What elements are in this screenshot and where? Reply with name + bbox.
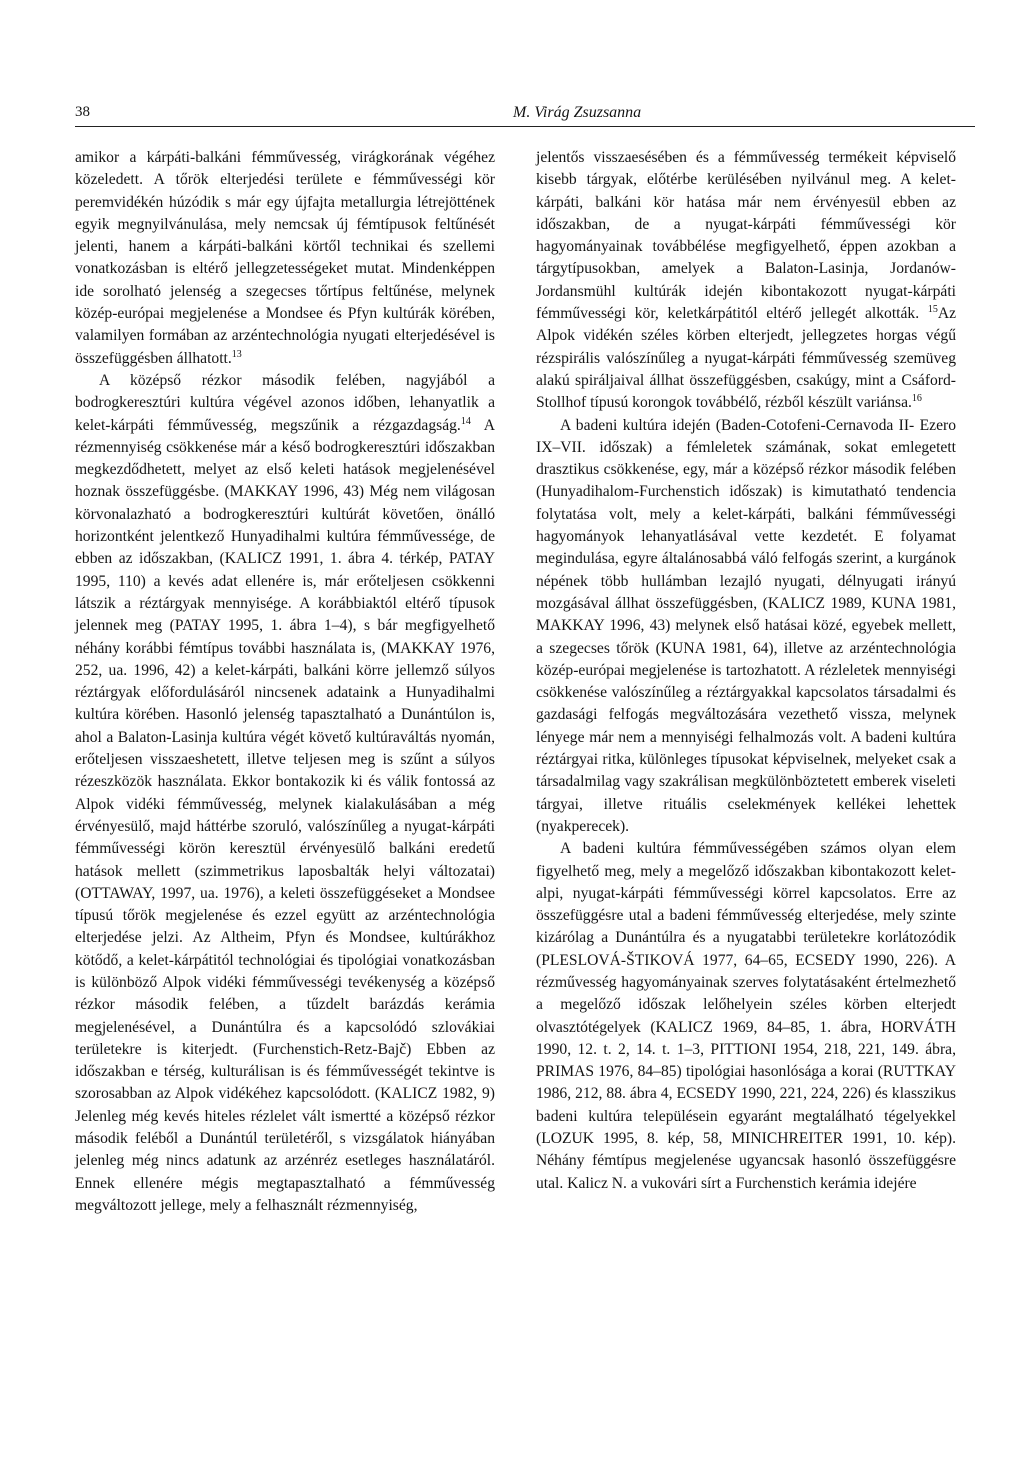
- paragraph: A badeni kultúra fémművességében számos olyan elem figyelhető meg, mely a megelőző időszakban kibontakozott kelet-alpi, nyugat-kárpáti fémművességi körrel kapcsolatos. Erre az összefüggésre utal a badeni fémművesség elterjedése, mely szinte kizárólag a Dunántúlra és a nyugatabbi területekre korlátozódik (PLESLOVÁ-ŠTIKOVÁ 1977, 64–65, ECSEDY 1990, 226). A rézművesség hagyományainak szerves folytatásaként értelmezhető a megelőző időszak lelőhelyein széles körben elterjedt olvasztótégelyek (KALICZ 1969, 84–85, 1. ábra, HORVÁTH 1990, 12. t. 2, 14. t. 1–3, PITTIONI 1954, 218, 221, 149. ábra, PRIMAS 1976, 84–85) tipológiai hasonlósága a korai (RUTTKAY 1986, 212, 88. ábra 4, ECSEDY 1990, 221, 224, 226) és klasszikus badeni kultúra településein egyaránt megtalálható tégelyekkel (LOZUK 1995, 8. kép, 58, MINICHREITER 1991, 10. kép). Néhány fémtípus megjelenése ugyancsak hasonló összefüggésre utal. Kalicz N. a vukovári sírt a Furchenstich kerámia idejére: [536, 840, 956, 1192]
- paragraph: A badeni kultúra idején (Baden-Cotofeni-Cernavoda II- Ezero IX–VII. időszak) a fémleletek számának, sokat emlegetett drasztikus csökkenése, egy, már a középső rézkor második felében (Hunyadihalom-Furchenstich időszak) is kimutatható tendencia folytatása volt, mely a kelet-kárpáti, balkáni fémművességi hagyományok lehanyatlásával vette kezdetét. E folyamat megindulása, egyre általánosabbá váló felfogás szerint, a kurgánok népének több hullámban lezajló nyugati, délnyugati irányú mozgásával állhat összefüggésben, (KALICZ 1989, KUNA 1981, MAKKAY 1996, 43) melynek első hatásai közé, egyebek mellett, a szegecses tőrök (KUNA 1981, 64), illetve az arzéntechnológia közép-európai megjelenése is tartozhatott. A rézleletek mennyiségi csökkenése valószínűleg a réztárgyakkal kapcsolatos társadalmi és gazdasági felfogás megváltozására vezethető vissza, melynek lényege már nem a mennyiségi felhalmozás volt. A badeni kultúra réztárgyai ritka, különleges típusokat képviselnek, melyeket csak a társadalmilag vagy szakrálisan megkülönböztetett emberek viseleti tárgyai, illetve rituális cselekmények kellékei lehettek (nyakperecek).: [536, 416, 956, 835]
- footnote-ref: 16: [911, 393, 922, 405]
- left-column: [75, 147, 495, 1217]
- paragraph: [75, 370, 495, 1217]
- footnote-ref: 14: [460, 415, 471, 427]
- paragraph: [75, 147, 495, 370]
- paragraph-text: amikor a kárpáti-balkáni fémművesség, virágkorának végéhez közeledett. A tőrök elterjedési területe e fémművességi kör peremvidékén húzódik s már egy újfajta metallurgia létrejöttének egyik megnyilvánulása, mely nemcsak új fémtípusok feltűnését jelenti, hanem a kárpáti-balkáni körtől technikai és szellemi vonatkozásban is eltérő jellegzetességeket mutat. Mindenképpen ide sorolható jelenség a szegecses tőrtípus feltűnése, melynek közép-európai megjelenése a Mondsee és Pfyn kultúrák körében, valamilyen formában az arzéntechnológia nyugati elterjedésével is összefüggésben állhatott.: [75, 149, 495, 367]
- running-header: [75, 100, 975, 127]
- right-column: [536, 147, 956, 1195]
- paragraph: [536, 147, 956, 415]
- footnote-ref: 13: [231, 348, 242, 360]
- footnote-ref: 15: [927, 303, 938, 315]
- paragraph-text: Az Alpok vidékén széles körben elterjedt, jellegzetes horgas végű rézspirális valószínűleg a nyugat-kárpáti fémművesség szemüveg alakú spiráljaival állhat összefüggésben, csakúgy, mint a Csáford-Stollhof típusú korongok továbbélő, rézből készült variánsa.: [536, 305, 956, 412]
- paragraph-text: A középső rézkor második felében, nagyjából a bodrogkeresztúri kultúra végével azonos időben, lehanyatlik a kelet-kárpáti fémművesség, megszűnik a rézgazdagság.: [75, 371, 495, 434]
- page-number: 38: [75, 104, 90, 120]
- paragraph-text: jelentős visszaesésében és a fémművesség termékeit képviselő kisebb tárgyak, előtérbe kerülésében nyilvánul meg. A kelet-kárpáti, balkáni kör hatása már nem érvényesül ebben az időszakban, de a nyugat-kárpáti fémművességi kör hagyományainak továbbélése megfigyelhető, éppen azokban a tárgytípusokban, amelyek a Balaton-Lasinja, Jordanów-Jordansmühl kultúrák idején kibontakozott nyugat-kárpáti fémművességi kör, keletkárpátitól eltérő jellegét alkották.: [536, 149, 956, 323]
- running-head-author: M. Virág Zsuzsanna: [513, 104, 642, 121]
- paragraph-text: A rézmennyiség csökkenése már a késő bodrogkeresztúri időszakban megkezdődhetett, melyet az első keleti hatások megjelenésével hoznak összefüggésbe. (MAKKAY 1996, 43) Még nem világosan körvonalazható a bodrogkeresztúri kultúrát követően, önálló horizontként jelentkező Hunyadihalmi kultúra fémművessége, de ebben az időszakban, (KALICZ 1991, 1. ábra 4. térkép, PATAY 1995, 110) a kevés adat ellenére is, már erőteljesen csökkenni látszik a réztárgyak mennyisége. A korábbiaktól eltérő típusok jelennek meg (PATAY 1995, 1. ábra 1–4), s bár megfigyelhető néhány korábbi fémtípus további használata is, (MAKKAY 1976, 252, ua. 1996, 42) a kelet-kárpáti, balkáni körre jellemző súlyos réztárgyak előfordulásáról nincsenek adataink a Hunyadihalmi kultúra körében. Hasonló jelenség tapasztalható a Dunántúlon is, ahol a Balaton-Lasinja kultúra végét követő kultúraváltás nyomán, erőteljesen visszaeshetett, illetve teljesen meg is szűnt a súlyos rézeszközök használata. Ekkor bontakozik ki és válik fontossá az Alpok vidéki fémművesség, melynek kialakulásában a még érvényesülő, majd háttérbe szoruló, valószínűleg a nyugat-kárpáti fémművességi körön keresztül érvényesülő balkáni eredetű hatások mellett (szimmetrikus laposbalták helyi változatai) (OTTAWAY, 1997, ua. 1976), a keleti összefüggéseket a Mondsee típusú tőrök megjelenése és ezzel együtt az arzéntechnológia elterjedése jelzi. Az Altheim, Pfyn és Mondsee, kultúrákhoz kötődő, a kelet-kárpátitól technológiai és tipológiai vonatkozásban is különböző Alpok vidéki fémművességi tevékenység a középső rézkor második felében, a tűzdelt barázdás kerámia megjelenésével, a Dunántúlra és a kapcsolódó szlovákiai területekre is kiterjedt. (Furchenstich-Retz-Bajč) Ebben az időszakban e térség, kulturálisan is és fémművességét tekintve is szorosabban az Alpok vidékéhez kapcsolódott. (KALICZ 1982, 9) Jelenleg még kevés hiteles rézlelet vált ismertté a középső rézkor második feléből a Dunántúl területéről, s vizsgálatok hiányában jelenleg még nincs adatunk az arzénréz esetleges használatáról. Ennek ellenére mégis megtapasztalható a fémművesség megváltozott jellege, mely a felhasznált rézmennyiség,: [75, 416, 495, 1214]
